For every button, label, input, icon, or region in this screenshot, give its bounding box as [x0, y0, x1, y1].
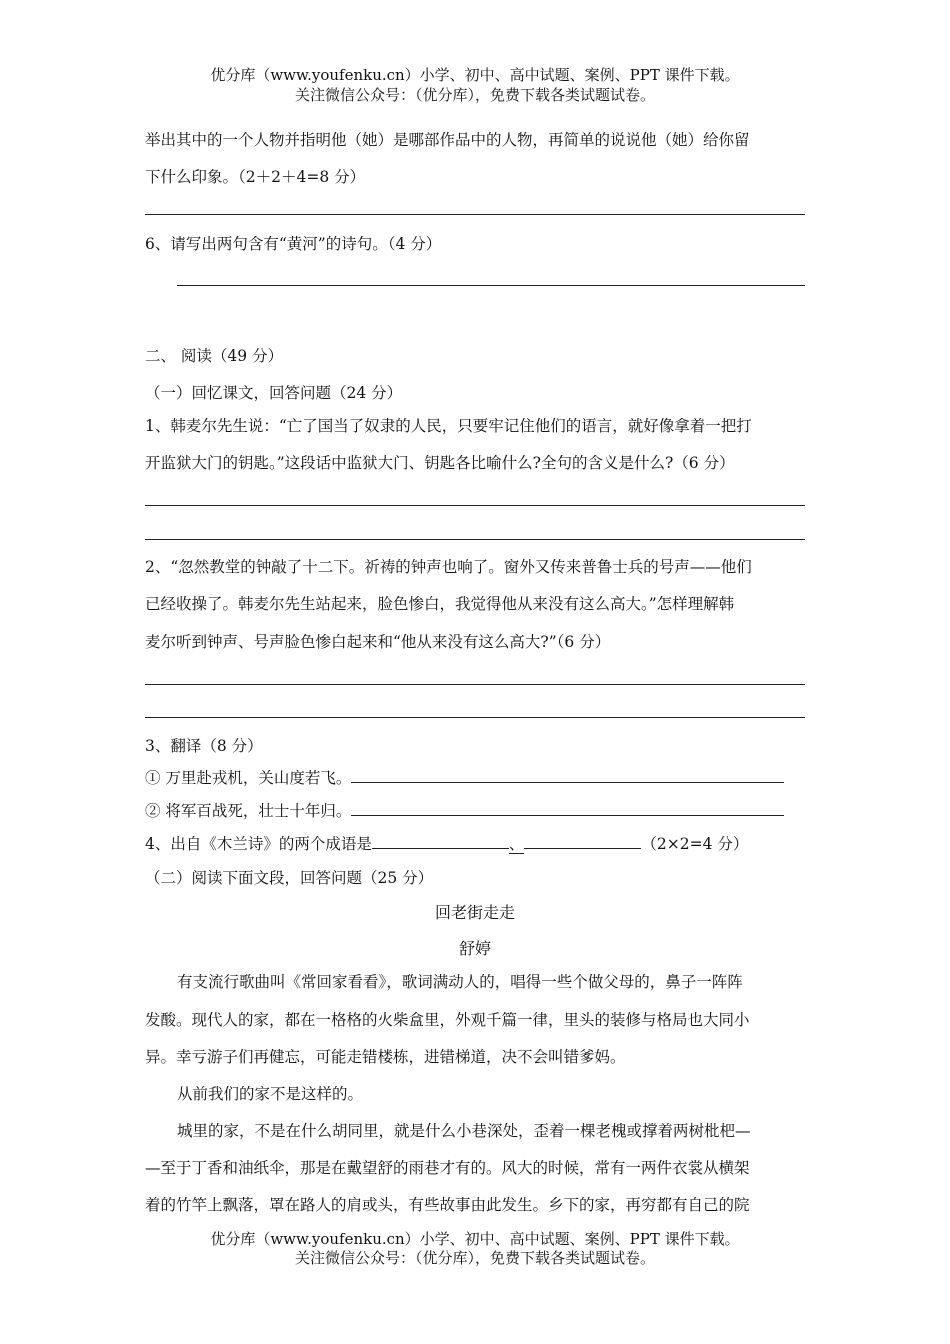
answer-line	[145, 539, 805, 540]
question-3-item-2	[145, 799, 784, 821]
question-6: 6、请写出两句含有“黄河”的诗句。（4 分）	[145, 235, 442, 253]
question-1-line-2: 开监狱大门的钥匙。”这段话中监狱大门、钥匙各比喻什么?全句的含义是什么?（6 分）	[145, 454, 735, 472]
section1-text-line-2: 下什么印象。（2＋2＋4=8 分）	[145, 168, 366, 186]
question-2-line-2: 已经收操了。韩麦尔先生站起来，脸色惨白，我觉得他从来没有这么高大。”怎样理解韩	[145, 595, 735, 613]
answer-blank	[372, 834, 509, 849]
footer-line-2: 关注微信公众号：（优分库），免费下载各类试题试卷。	[294, 1249, 655, 1267]
question-4-separator: 、	[508, 835, 525, 853]
header-line-1: 优分库（www.youfenku.cn）小学、初中、高中试题、案例、PPT 课件下载。	[210, 66, 740, 84]
question-3-title: 3、翻译（8 分）	[145, 737, 263, 755]
answer-line	[177, 285, 805, 286]
part-1-title: （一）回忆课文，回答问题（24 分）	[145, 384, 403, 402]
paragraph-3-line-1: 城里的家，不是在什么胡同里，就是什么小巷深处，歪着一棵老槐或撑着两树枇杷—	[177, 1122, 751, 1140]
question-4	[145, 832, 748, 854]
translation-item-2: ② 将军百战死，壮士十年归。	[145, 802, 352, 820]
answer-blank	[351, 801, 784, 816]
answer-line	[145, 717, 805, 718]
answer-line	[145, 505, 805, 506]
article-author: 舒婷	[458, 939, 491, 958]
article-title: 回老街走走	[434, 903, 515, 922]
paragraph-3-line-2: —至于丁香和油纸伞，那是在戴望舒的雨巷才有的。风大的时候，常有一两件衣裳从横架	[145, 1159, 750, 1177]
question-4-prefix: 4、出自《木兰诗》的两个成语是	[145, 835, 372, 853]
part-2-title: （二）阅读下面文段，回答问题（25 分）	[145, 869, 434, 887]
question-4-score: （2×2=4 分）	[641, 835, 749, 853]
translation-item-1: ① 万里赴戎机，关山度若飞。	[145, 769, 352, 787]
paragraph-1-line-2: 发酸。现代人的家，都在一格格的火柴盒里，外观千篇一律，里头的装修与格局也大同小	[145, 1011, 750, 1029]
section1-text-line-1: 举出其中的一个人物并指明他（她）是哪部作品中的人物，再简单的说说他（她）给你留	[145, 131, 750, 149]
question-1-line-1: 1、韩麦尔先生说：“亡了国当了奴隶的人民，只要牢记住他们的语言，就好像拿着一把打	[145, 417, 752, 435]
question-2-line-3: 麦尔听到钟声、号声脸色惨白起来和“他从来没有这么高大?”（6 分）	[145, 633, 611, 651]
paragraph-1-line-3: 异。幸亏游子们再健忘，可能走错楼栋，进错梯道，决不会叫错爹妈。	[145, 1048, 626, 1066]
footer-line-1: 优分库（www.youfenku.cn）小学、初中、高中试题、案例、PPT 课件下载。	[210, 1230, 740, 1248]
paragraph-1-line-1: 有支流行歌曲叫《常回家看看》，歌词满动人的，唱得一些个做父母的，鼻子一阵阵	[177, 973, 743, 991]
answer-blank	[524, 834, 641, 849]
section-2-title: 二、 阅读（49 分）	[145, 347, 284, 365]
answer-line	[145, 684, 805, 685]
answer-line	[145, 214, 805, 215]
question-2-line-1: 2、“忽然教堂的钟敲了十二下。祈祷的钟声也响了。窗外又传来普鲁士兵的号声——他们	[145, 558, 752, 576]
question-3-item-1	[145, 766, 784, 788]
header-line-2: 关注微信公众号：（优分库），免费下载各类试题试卷。	[294, 86, 655, 104]
paragraph-2: 从前我们的家不是这样的。	[177, 1085, 364, 1103]
paragraph-3-line-3: 着的竹竿上飘落，罩在路人的肩或头，有些故事由此发生。乡下的家，再穷都有自己的院	[145, 1196, 750, 1214]
answer-blank	[351, 768, 784, 783]
